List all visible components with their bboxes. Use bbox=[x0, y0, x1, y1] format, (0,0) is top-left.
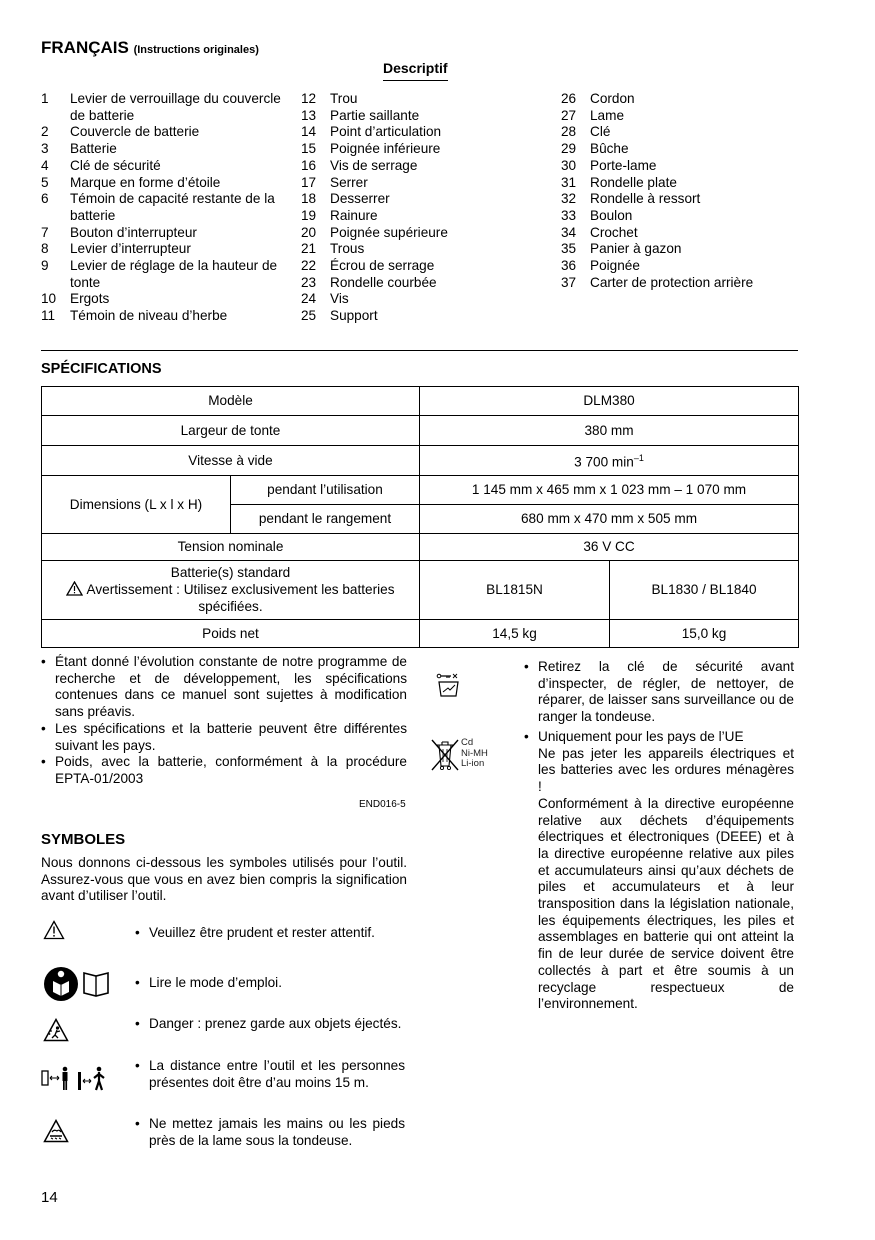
spec-row-battery bbox=[42, 561, 799, 620]
part-number: 37 bbox=[561, 274, 577, 290]
spec-label: Largeur de tonte bbox=[42, 416, 420, 446]
spec-label: Vitesse à vide bbox=[42, 446, 420, 476]
part-name: Trous bbox=[330, 241, 365, 257]
parts-list-column-2 bbox=[301, 91, 541, 325]
spec-row-dimensions-use bbox=[42, 476, 799, 505]
section-divider bbox=[41, 350, 798, 351]
part-name: Vis bbox=[330, 291, 349, 307]
page-language-header bbox=[41, 38, 259, 60]
part-name: Clé bbox=[590, 124, 611, 140]
part-number: 4 bbox=[41, 157, 49, 173]
part-number: 15 bbox=[301, 141, 317, 157]
part-number: 6 bbox=[41, 191, 49, 207]
part-name: Partie saillante bbox=[330, 107, 420, 123]
part-item bbox=[41, 91, 281, 124]
language-subtitle: (Instructions originales) bbox=[133, 44, 259, 56]
spec-row-weight bbox=[42, 620, 799, 648]
parts-list-column-3 bbox=[561, 91, 801, 291]
part-item bbox=[561, 108, 801, 125]
part-number: 35 bbox=[561, 241, 577, 257]
eu-line-2: Conformément à la directive européenne relative aux déchets d’équipements électriques et électroniques (DEEE) et à la directive européenne relative aux piles et accumulateurs ainsi qu’aux déchets de piles et accumulateurs et à leur transposition dans la législation nationale, les équipements électriques, les piles et assemblages en batterie qui ont atteint la fin de leur durée de service doivent être collectés à part et être soumis à un recyclage respectueux de l’environnement. bbox=[538, 795, 794, 1012]
speed-value: 3 700 min bbox=[574, 454, 634, 470]
spec-value: BL1815N bbox=[420, 561, 610, 620]
part-item bbox=[301, 241, 541, 258]
part-item bbox=[41, 175, 281, 192]
symbol-text-list bbox=[135, 1058, 405, 1091]
part-item bbox=[41, 308, 281, 325]
spec-value: 14,5 kg bbox=[420, 620, 610, 648]
part-item bbox=[41, 141, 281, 158]
symbol-text: • Danger : prenez garde aux objets éjectés. bbox=[135, 1016, 405, 1033]
symbol-text: • Ne mettez jamais les mains ou les pieds près de la lame sous la tondeuse. bbox=[135, 1116, 405, 1149]
language-title: FRANÇAIS bbox=[41, 38, 129, 57]
spec-value bbox=[420, 446, 799, 476]
note-item: • Poids, avec la batterie, conformément à la procédure EPTA-01/2003 bbox=[41, 754, 407, 787]
spec-notes bbox=[41, 654, 407, 788]
spec-value: BL1830 / BL1840 bbox=[610, 561, 799, 620]
part-number: 31 bbox=[561, 174, 577, 190]
part-number: 14 bbox=[301, 124, 317, 140]
spec-value: 680 mm x 470 mm x 505 mm bbox=[420, 505, 799, 534]
part-name: Poignée supérieure bbox=[330, 224, 448, 240]
part-number: 28 bbox=[561, 124, 577, 140]
spec-label: Modèle bbox=[42, 387, 420, 416]
symbol-text-list bbox=[135, 975, 405, 992]
part-item bbox=[41, 225, 281, 242]
part-item bbox=[561, 175, 801, 192]
part-item bbox=[301, 175, 541, 192]
part-number: 2 bbox=[41, 124, 49, 140]
part-item bbox=[561, 124, 801, 141]
eu-disposal bbox=[524, 729, 794, 1013]
symbol-row-blade-hands bbox=[41, 1116, 407, 1156]
read-manual-icon bbox=[43, 965, 115, 1003]
symbol-text-list bbox=[135, 1016, 405, 1033]
part-number: 10 bbox=[41, 291, 57, 307]
part-number: 33 bbox=[561, 207, 577, 223]
warning-triangle-icon bbox=[43, 920, 65, 940]
part-name: Support bbox=[330, 308, 378, 324]
part-number: 11 bbox=[41, 308, 56, 324]
part-item bbox=[41, 191, 281, 224]
part-number: 5 bbox=[41, 174, 49, 190]
spec-value: 36 V CC bbox=[420, 534, 799, 561]
spec-value: 380 mm bbox=[420, 416, 799, 446]
spec-sublabel: pendant le rangement bbox=[231, 505, 420, 534]
symbol-text-list bbox=[135, 1116, 405, 1149]
part-number: 9 bbox=[41, 258, 49, 274]
part-name: Rainure bbox=[330, 207, 378, 223]
spec-sublabel: pendant l’utilisation bbox=[231, 476, 420, 505]
speed-exponent: –1 bbox=[633, 453, 644, 464]
part-number: 1 bbox=[41, 91, 49, 106]
spec-label: Dimensions (L x l x H) bbox=[42, 476, 231, 534]
spec-label: Tension nominale bbox=[42, 534, 420, 561]
symbol-text: • Veuillez être prudent et rester attentif. bbox=[135, 925, 405, 942]
battery-label: Batterie(s) standard bbox=[170, 564, 291, 580]
specifications-title: SPÉCIFICATIONS bbox=[41, 361, 162, 377]
note-item: • Les spécifications et la batterie peuvent être différentes suivant les pays. bbox=[41, 721, 407, 754]
part-number: 3 bbox=[41, 141, 49, 157]
part-item bbox=[301, 308, 541, 325]
part-number: 22 bbox=[301, 258, 317, 274]
part-name: Levier de réglage de la hauteur de tonte bbox=[70, 258, 278, 290]
part-item bbox=[561, 258, 801, 275]
part-item bbox=[561, 191, 801, 208]
part-item bbox=[301, 291, 541, 308]
part-number: 17 bbox=[301, 174, 317, 190]
spec-value: 1 145 mm x 465 mm x 1 023 mm – 1 070 mm bbox=[420, 476, 799, 505]
part-item bbox=[301, 91, 541, 108]
part-name: Rondelle courbée bbox=[330, 274, 437, 290]
symbol-text: • Lire le mode d’emploi. bbox=[135, 975, 405, 992]
weee-label: Ni-MH bbox=[461, 747, 488, 759]
part-number: 34 bbox=[561, 224, 577, 240]
spec-label: Poids net bbox=[42, 620, 420, 648]
part-name: Rondelle à ressort bbox=[590, 191, 701, 207]
part-number: 27 bbox=[561, 107, 577, 123]
part-name: Marque en forme d’étoile bbox=[70, 174, 221, 190]
part-name: Porte-lame bbox=[590, 157, 657, 173]
part-name: Carter de protection arrière bbox=[590, 274, 754, 290]
part-name: Point d’articulation bbox=[330, 124, 442, 140]
spec-row-speed bbox=[42, 446, 799, 476]
note-item: • Étant donné l’évolution constante de notre programme de recherche et de développement, les spécifications contenues dans ce manuel sont sujettes à modification sans préavis. bbox=[41, 654, 407, 721]
part-item bbox=[301, 275, 541, 292]
part-name: Panier à gazon bbox=[590, 241, 682, 257]
part-item bbox=[301, 191, 541, 208]
battery-warning-text: Avertissement : Utilisez exclusivement les batteries spécifiées. bbox=[86, 582, 395, 614]
spec-value: DLM380 bbox=[420, 387, 799, 416]
weee-label: Cd bbox=[461, 737, 474, 748]
part-name: Ergots bbox=[70, 291, 110, 307]
part-number: 21 bbox=[301, 241, 317, 257]
part-number: 13 bbox=[301, 107, 317, 123]
part-name: Témoin de capacité restante de la batterie bbox=[70, 191, 275, 223]
part-name: Poignée inférieure bbox=[330, 141, 441, 157]
symbol-row-thrown-objects bbox=[41, 1016, 407, 1056]
eu-line-1: Ne pas jeter les appareils électriques et les batteries avec les ordures ménagères ! bbox=[538, 745, 794, 795]
part-item bbox=[561, 91, 801, 108]
part-name: Levier de verrouillage du couvercle de batterie bbox=[70, 91, 281, 123]
blade-hazard-icon bbox=[43, 1119, 69, 1143]
part-number: 25 bbox=[301, 308, 317, 324]
part-item bbox=[301, 108, 541, 125]
eu-disposal-item bbox=[524, 729, 794, 1013]
spec-row-width bbox=[42, 416, 799, 446]
part-item bbox=[41, 291, 281, 308]
spec-label bbox=[42, 561, 420, 620]
part-name: Poignée bbox=[590, 258, 640, 274]
part-item bbox=[561, 158, 801, 175]
key-instruction bbox=[524, 659, 794, 726]
part-name: Levier d’interrupteur bbox=[70, 241, 191, 257]
part-name: Clé de sécurité bbox=[70, 157, 161, 173]
part-number: 18 bbox=[301, 191, 317, 207]
part-name: Batterie bbox=[70, 141, 117, 157]
spec-row-voltage bbox=[42, 534, 799, 561]
part-name: Rondelle plate bbox=[590, 174, 677, 190]
part-item bbox=[561, 241, 801, 258]
part-name: Bouton d’interrupteur bbox=[70, 224, 197, 240]
symbol-row-caution bbox=[41, 920, 407, 950]
thrown-objects-icon bbox=[43, 1018, 69, 1042]
part-name: Bûche bbox=[590, 141, 629, 157]
part-item bbox=[561, 208, 801, 225]
part-item bbox=[41, 258, 281, 291]
part-item bbox=[301, 158, 541, 175]
part-item bbox=[561, 141, 801, 158]
part-item bbox=[41, 158, 281, 175]
part-name: Lame bbox=[590, 107, 625, 123]
part-name: Desserrer bbox=[330, 191, 390, 207]
part-item bbox=[561, 225, 801, 242]
part-number: 7 bbox=[41, 224, 49, 240]
part-number: 30 bbox=[561, 157, 577, 173]
keep-distance-icon bbox=[41, 1064, 111, 1094]
symbol-row-distance bbox=[41, 1058, 407, 1108]
part-name: Crochet bbox=[590, 224, 638, 240]
battery-warning bbox=[48, 581, 413, 615]
part-number: 23 bbox=[301, 274, 317, 290]
end-code: END016-5 bbox=[359, 799, 406, 810]
part-item bbox=[301, 225, 541, 242]
symbol-row-manual bbox=[41, 965, 407, 1005]
weee-bin-icon bbox=[430, 737, 460, 771]
part-number: 16 bbox=[301, 157, 317, 173]
part-item bbox=[41, 124, 281, 141]
part-number: 29 bbox=[561, 141, 577, 157]
eu-title: • Uniquement pour les pays de l’UE bbox=[538, 729, 744, 744]
part-name: Vis de serrage bbox=[330, 157, 418, 173]
parts-list-column-1 bbox=[41, 91, 281, 325]
symbol-text: • La distance entre l’outil et les personnes présentes doit être d’au moins 15 m. bbox=[135, 1058, 405, 1091]
descriptif-title: Descriptif bbox=[383, 60, 448, 81]
part-name: Témoin de niveau d’herbe bbox=[70, 308, 228, 324]
remove-key-icon bbox=[436, 668, 462, 698]
part-number: 36 bbox=[561, 258, 577, 274]
part-item bbox=[301, 258, 541, 275]
part-name: Couvercle de batterie bbox=[70, 124, 200, 140]
part-name: Serrer bbox=[330, 174, 368, 190]
part-name: Cordon bbox=[590, 91, 635, 106]
specifications-table bbox=[41, 386, 799, 648]
page-number: 14 bbox=[41, 1189, 58, 1206]
part-number: 8 bbox=[41, 241, 49, 257]
weee-labels bbox=[461, 738, 488, 770]
part-name: Écrou de serrage bbox=[330, 258, 435, 274]
part-number: 24 bbox=[301, 291, 317, 307]
symbols-title: SYMBOLES bbox=[41, 831, 126, 848]
spec-row-model bbox=[42, 387, 799, 416]
symbol-text-list bbox=[135, 925, 405, 942]
part-name: Boulon bbox=[590, 207, 633, 223]
part-number: 12 bbox=[301, 91, 317, 106]
part-item bbox=[301, 141, 541, 158]
symbols-intro: Nous donnons ci-dessous les symboles utilisés pour l’outil. Assurez-vous que vous en avez bien compris la signification avant d’utiliser l’outil. bbox=[41, 855, 407, 904]
weee-label: Li-ion bbox=[461, 758, 485, 769]
part-name: Trou bbox=[330, 91, 358, 106]
part-item bbox=[41, 241, 281, 258]
warning-triangle-icon bbox=[66, 581, 83, 596]
key-instruction-text: • Retirez la clé de sécurité avant d’inspecter, de régler, de nettoyer, de réparer, de laisser sans surveillance ou de ranger la tondeuse. bbox=[524, 659, 794, 726]
part-number: 20 bbox=[301, 224, 317, 240]
part-number: 32 bbox=[561, 191, 577, 207]
part-number: 19 bbox=[301, 207, 317, 223]
part-item bbox=[301, 124, 541, 141]
spec-value: 15,0 kg bbox=[610, 620, 799, 648]
part-item bbox=[561, 275, 801, 292]
part-number: 26 bbox=[561, 91, 577, 106]
part-item bbox=[301, 208, 541, 225]
